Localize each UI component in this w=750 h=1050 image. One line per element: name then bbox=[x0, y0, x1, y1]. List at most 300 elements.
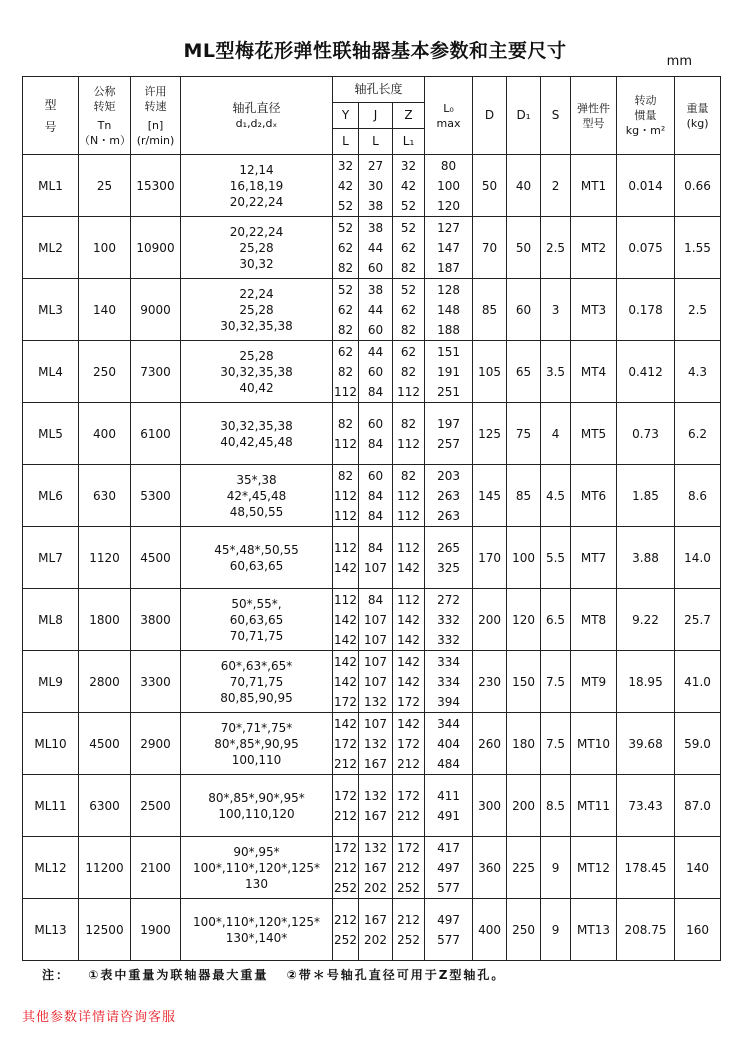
bore-cell-value: 20,22,24 bbox=[229, 194, 284, 209]
length-j-cell-value: 84 bbox=[367, 540, 384, 555]
length-j-cell-value: 107 bbox=[364, 560, 387, 575]
bore-cell-value: 80*,85*,90,95 bbox=[214, 736, 299, 751]
l0-cell bbox=[425, 341, 473, 403]
inertia-cell: 1.85 bbox=[617, 465, 675, 527]
bore-cell-value: 30,32,35,38 bbox=[220, 364, 293, 379]
bore-cell-value: 48,50,55 bbox=[229, 504, 284, 519]
length-j-cell-value: 60 bbox=[367, 468, 384, 483]
header-inertia: 转动 惯量 kg・m² bbox=[617, 77, 675, 155]
torque-cell: 100 bbox=[79, 217, 131, 279]
length-z-cell-value: 82 bbox=[400, 416, 417, 431]
length-z-cell-value: 112 bbox=[397, 592, 420, 607]
l0-cell-value: 325 bbox=[437, 560, 460, 575]
length-z-cell-value: 212 bbox=[397, 912, 420, 927]
length-j-cell bbox=[359, 403, 393, 465]
model-cell: ML2 bbox=[23, 217, 79, 279]
weight-cell: 4.3 bbox=[675, 341, 721, 403]
weight-cell: 25.7 bbox=[675, 589, 721, 651]
length-j-cell-value: 38 bbox=[367, 198, 384, 213]
note-label: 注： bbox=[42, 968, 71, 982]
torque-cell: 400 bbox=[79, 403, 131, 465]
speed-cell: 7300 bbox=[131, 341, 181, 403]
d-cell: 360 bbox=[473, 837, 507, 899]
l0-cell-value: 100 bbox=[437, 178, 460, 193]
length-j-cell-value: 107 bbox=[364, 632, 387, 647]
s-cell: 3.5 bbox=[541, 341, 571, 403]
inertia-cell: 39.68 bbox=[617, 713, 675, 775]
s-cell: 7.5 bbox=[541, 651, 571, 713]
length-z-cell-value: 172 bbox=[397, 694, 420, 709]
bore-cell-value: 90*,95* bbox=[233, 844, 280, 859]
s-cell: 2 bbox=[541, 155, 571, 217]
bore-cell-value: 50*,55*, bbox=[231, 596, 282, 611]
length-j-cell-value: 38 bbox=[367, 220, 384, 235]
d1-cell: 120 bbox=[507, 589, 541, 651]
length-y-cell-value: 52 bbox=[337, 282, 354, 297]
header-speed: 许用 转速 [n] (r/min) bbox=[131, 77, 181, 155]
length-y-cell-value: 142 bbox=[334, 612, 357, 627]
inertia-cell: 0.014 bbox=[617, 155, 675, 217]
speed-cell: 15300 bbox=[131, 155, 181, 217]
length-y-cell-value: 172 bbox=[334, 736, 357, 751]
l0-cell bbox=[425, 837, 473, 899]
length-y-cell-value: 82 bbox=[337, 364, 354, 379]
length-z-cell bbox=[393, 403, 425, 465]
length-y-cell-value: 112 bbox=[334, 592, 357, 607]
length-y-cell bbox=[333, 217, 359, 279]
s-cell: 4.5 bbox=[541, 465, 571, 527]
s-cell: 8.5 bbox=[541, 775, 571, 837]
length-y-cell-value: 52 bbox=[337, 220, 354, 235]
weight-cell: 59.0 bbox=[675, 713, 721, 775]
d-cell: 260 bbox=[473, 713, 507, 775]
torque-cell: 1120 bbox=[79, 527, 131, 589]
inertia-cell: 208.75 bbox=[617, 899, 675, 961]
length-y-cell-value: 212 bbox=[334, 808, 357, 823]
l0-cell-value: 120 bbox=[437, 198, 460, 213]
header-d1: D₁ bbox=[507, 77, 541, 155]
length-z-cell-value: 212 bbox=[397, 860, 420, 875]
bore-cell-value: 40,42 bbox=[239, 380, 274, 395]
length-y-cell bbox=[333, 713, 359, 775]
length-z-cell-value: 82 bbox=[400, 322, 417, 337]
length-z-cell-value: 142 bbox=[397, 716, 420, 731]
inertia-cell: 0.178 bbox=[617, 279, 675, 341]
l0-cell bbox=[425, 775, 473, 837]
l0-cell-value: 332 bbox=[437, 612, 460, 627]
contact-footer: 其他参数详情请咨询客服 bbox=[22, 1010, 177, 1025]
l0-cell-value: 251 bbox=[437, 384, 460, 399]
note-weight: ①表中重量为联轴器最大重量 bbox=[88, 968, 269, 982]
speed-cell: 3800 bbox=[131, 589, 181, 651]
d1-cell: 250 bbox=[507, 899, 541, 961]
length-z-cell-value: 62 bbox=[400, 344, 417, 359]
element-cell: MT12 bbox=[571, 837, 617, 899]
length-z-cell bbox=[393, 279, 425, 341]
model-cell: ML3 bbox=[23, 279, 79, 341]
bore-cell-value: 70,71,75 bbox=[229, 674, 284, 689]
length-y-cell-value: 142 bbox=[334, 716, 357, 731]
table-row bbox=[23, 403, 721, 465]
length-y-cell-value: 112 bbox=[334, 436, 357, 451]
speed-cell: 9000 bbox=[131, 279, 181, 341]
length-j-cell-value: 132 bbox=[364, 694, 387, 709]
d-cell: 145 bbox=[473, 465, 507, 527]
length-y-cell bbox=[333, 341, 359, 403]
header-weight: 重量 (kg) bbox=[675, 77, 721, 155]
d1-cell: 225 bbox=[507, 837, 541, 899]
bore-cell-value: 30,32 bbox=[239, 256, 274, 271]
length-y-cell-value: 212 bbox=[334, 912, 357, 927]
length-j-cell-value: 107 bbox=[364, 716, 387, 731]
length-j-cell-value: 107 bbox=[364, 654, 387, 669]
length-y-cell bbox=[333, 155, 359, 217]
length-z-cell-value: 172 bbox=[397, 788, 420, 803]
length-j-cell-value: 44 bbox=[367, 240, 384, 255]
l0-cell bbox=[425, 155, 473, 217]
length-z-cell-value: 172 bbox=[397, 840, 420, 855]
l0-cell bbox=[425, 713, 473, 775]
s-cell: 6.5 bbox=[541, 589, 571, 651]
length-j-cell-value: 38 bbox=[367, 282, 384, 297]
parameter-table bbox=[22, 76, 721, 961]
d1-cell: 200 bbox=[507, 775, 541, 837]
inertia-cell: 18.95 bbox=[617, 651, 675, 713]
model-cell: ML4 bbox=[23, 341, 79, 403]
d-cell: 300 bbox=[473, 775, 507, 837]
length-j-cell-value: 167 bbox=[364, 808, 387, 823]
torque-cell: 1800 bbox=[79, 589, 131, 651]
length-z-cell-value: 172 bbox=[397, 736, 420, 751]
length-y-cell-value: 82 bbox=[337, 322, 354, 337]
torque-cell: 12500 bbox=[79, 899, 131, 961]
l0-cell-value: 334 bbox=[437, 674, 460, 689]
l0-cell-value: 497 bbox=[437, 860, 460, 875]
length-j-cell-value: 107 bbox=[364, 612, 387, 627]
bore-cell-value: 60*,63*,65* bbox=[220, 658, 293, 673]
length-j-cell-value: 132 bbox=[364, 840, 387, 855]
bore-cell-value: 25,28 bbox=[239, 240, 274, 255]
l0-cell-value: 127 bbox=[437, 220, 460, 235]
length-z-cell-value: 142 bbox=[397, 632, 420, 647]
element-cell: MT2 bbox=[571, 217, 617, 279]
model-cell: ML12 bbox=[23, 837, 79, 899]
inertia-cell: 0.075 bbox=[617, 217, 675, 279]
d-cell: 170 bbox=[473, 527, 507, 589]
length-j-cell-value: 202 bbox=[364, 932, 387, 947]
length-z-cell bbox=[393, 837, 425, 899]
l0-cell bbox=[425, 651, 473, 713]
bore-cell bbox=[181, 155, 333, 217]
l0-cell-value: 80 bbox=[440, 158, 457, 173]
length-y-cell-value: 142 bbox=[334, 560, 357, 575]
l0-cell-value: 203 bbox=[437, 468, 460, 483]
torque-cell: 11200 bbox=[79, 837, 131, 899]
bore-cell-value: 130*,140* bbox=[225, 930, 288, 945]
length-j-cell bbox=[359, 899, 393, 961]
header-l-z: L₁ bbox=[393, 129, 425, 155]
model-cell: ML1 bbox=[23, 155, 79, 217]
s-cell: 2.5 bbox=[541, 217, 571, 279]
length-z-cell bbox=[393, 155, 425, 217]
table-row bbox=[23, 713, 721, 775]
weight-cell: 14.0 bbox=[675, 527, 721, 589]
torque-cell: 140 bbox=[79, 279, 131, 341]
length-y-cell bbox=[333, 775, 359, 837]
weight-cell: 160 bbox=[675, 899, 721, 961]
bore-cell-value: 100*,110*,120*,125* bbox=[192, 860, 321, 875]
s-cell: 9 bbox=[541, 837, 571, 899]
bore-cell-value: 130 bbox=[245, 876, 268, 891]
bore-cell bbox=[181, 279, 333, 341]
bore-cell-value: 100,110 bbox=[231, 752, 282, 767]
length-z-cell bbox=[393, 589, 425, 651]
length-z-cell-value: 142 bbox=[397, 560, 420, 575]
table-row bbox=[23, 155, 721, 217]
bore-cell-value: 42*,45,48 bbox=[226, 488, 287, 503]
length-j-cell-value: 202 bbox=[364, 880, 387, 895]
length-j-cell-value: 60 bbox=[367, 364, 384, 379]
length-z-cell-value: 112 bbox=[397, 540, 420, 555]
torque-cell: 4500 bbox=[79, 713, 131, 775]
bore-cell-value: 22,24 bbox=[239, 286, 274, 301]
bore-cell-value: 35*,38 bbox=[236, 472, 277, 487]
header-bore: 轴孔直径 d₁,d₂,dₓ bbox=[181, 77, 333, 155]
length-j-cell bbox=[359, 527, 393, 589]
length-j-cell bbox=[359, 713, 393, 775]
speed-cell: 6100 bbox=[131, 403, 181, 465]
length-y-cell-value: 42 bbox=[337, 178, 354, 193]
length-z-cell bbox=[393, 713, 425, 775]
model-cell: ML13 bbox=[23, 899, 79, 961]
table-row bbox=[23, 589, 721, 651]
l0-cell-value: 332 bbox=[437, 632, 460, 647]
length-z-cell-value: 212 bbox=[397, 808, 420, 823]
length-j-cell-value: 167 bbox=[364, 912, 387, 927]
length-j-cell-value: 44 bbox=[367, 302, 384, 317]
model-cell: ML5 bbox=[23, 403, 79, 465]
length-j-cell-value: 132 bbox=[364, 736, 387, 751]
length-y-cell bbox=[333, 589, 359, 651]
l0-cell-value: 404 bbox=[437, 736, 460, 751]
s-cell: 4 bbox=[541, 403, 571, 465]
l0-cell bbox=[425, 589, 473, 651]
l0-cell-value: 417 bbox=[437, 840, 460, 855]
length-z-cell bbox=[393, 651, 425, 713]
bore-cell-value: 20,22,24 bbox=[229, 224, 284, 239]
length-z-cell-value: 212 bbox=[397, 756, 420, 771]
length-z-cell-value: 32 bbox=[400, 158, 417, 173]
length-z-cell-value: 112 bbox=[397, 384, 420, 399]
d-cell: 50 bbox=[473, 155, 507, 217]
page-title: ML型梅花形弹性联轴器基本参数和主要尺寸 bbox=[183, 40, 567, 62]
length-j-cell-value: 167 bbox=[364, 756, 387, 771]
bore-cell bbox=[181, 589, 333, 651]
inertia-cell: 0.412 bbox=[617, 341, 675, 403]
length-z-cell bbox=[393, 341, 425, 403]
torque-cell: 630 bbox=[79, 465, 131, 527]
speed-cell: 2500 bbox=[131, 775, 181, 837]
length-j-cell bbox=[359, 341, 393, 403]
d1-cell: 180 bbox=[507, 713, 541, 775]
length-j-cell-value: 27 bbox=[367, 158, 384, 173]
l0-cell-value: 491 bbox=[437, 808, 460, 823]
length-y-cell bbox=[333, 527, 359, 589]
length-z-cell-value: 52 bbox=[400, 282, 417, 297]
length-z-cell bbox=[393, 465, 425, 527]
speed-cell: 2900 bbox=[131, 713, 181, 775]
l0-cell-value: 151 bbox=[437, 344, 460, 359]
l0-cell-value: 188 bbox=[437, 322, 460, 337]
table-body bbox=[23, 155, 721, 961]
unit-label: mm bbox=[666, 54, 692, 69]
bore-cell bbox=[181, 651, 333, 713]
header-j: J bbox=[359, 103, 393, 129]
bore-cell bbox=[181, 527, 333, 589]
d1-cell: 60 bbox=[507, 279, 541, 341]
model-cell: ML9 bbox=[23, 651, 79, 713]
inertia-cell: 3.88 bbox=[617, 527, 675, 589]
table-row bbox=[23, 899, 721, 961]
length-z-cell-value: 252 bbox=[397, 932, 420, 947]
model-cell: ML11 bbox=[23, 775, 79, 837]
element-cell: MT4 bbox=[571, 341, 617, 403]
length-z-cell-value: 112 bbox=[397, 488, 420, 503]
length-y-cell-value: 172 bbox=[334, 788, 357, 803]
header-y: Y bbox=[333, 103, 359, 129]
d1-cell: 75 bbox=[507, 403, 541, 465]
weight-cell: 0.66 bbox=[675, 155, 721, 217]
d-cell: 200 bbox=[473, 589, 507, 651]
length-z-cell-value: 52 bbox=[400, 220, 417, 235]
bore-cell bbox=[181, 341, 333, 403]
l0-cell-value: 148 bbox=[437, 302, 460, 317]
length-j-cell-value: 84 bbox=[367, 488, 384, 503]
element-cell: MT10 bbox=[571, 713, 617, 775]
length-y-cell bbox=[333, 837, 359, 899]
s-cell: 5.5 bbox=[541, 527, 571, 589]
bore-cell bbox=[181, 713, 333, 775]
header-d: D bbox=[473, 77, 507, 155]
speed-cell: 10900 bbox=[131, 217, 181, 279]
length-j-cell-value: 44 bbox=[367, 344, 384, 359]
length-z-cell-value: 142 bbox=[397, 674, 420, 689]
l0-cell bbox=[425, 527, 473, 589]
length-y-cell-value: 82 bbox=[337, 468, 354, 483]
inertia-cell: 9.22 bbox=[617, 589, 675, 651]
table-row bbox=[23, 279, 721, 341]
s-cell: 3 bbox=[541, 279, 571, 341]
torque-cell: 250 bbox=[79, 341, 131, 403]
inertia-cell: 73.43 bbox=[617, 775, 675, 837]
weight-cell: 2.5 bbox=[675, 279, 721, 341]
d1-cell: 65 bbox=[507, 341, 541, 403]
bore-cell-value: 25,28 bbox=[239, 348, 274, 363]
bore-cell-value: 70,71,75 bbox=[229, 628, 284, 643]
length-y-cell-value: 112 bbox=[334, 488, 357, 503]
length-j-cell-value: 84 bbox=[367, 436, 384, 451]
length-y-cell bbox=[333, 403, 359, 465]
length-y-cell-value: 32 bbox=[337, 158, 354, 173]
length-y-cell-value: 252 bbox=[334, 880, 357, 895]
bore-cell-value: 16,18,19 bbox=[229, 178, 284, 193]
l0-cell-value: 128 bbox=[437, 282, 460, 297]
length-z-cell-value: 82 bbox=[400, 260, 417, 275]
weight-cell: 87.0 bbox=[675, 775, 721, 837]
table-row bbox=[23, 465, 721, 527]
length-j-cell bbox=[359, 589, 393, 651]
bore-cell bbox=[181, 775, 333, 837]
l0-cell bbox=[425, 279, 473, 341]
l0-cell bbox=[425, 217, 473, 279]
element-cell: MT9 bbox=[571, 651, 617, 713]
torque-cell: 6300 bbox=[79, 775, 131, 837]
bore-cell-value: 100,110,120 bbox=[218, 806, 295, 821]
table-row bbox=[23, 651, 721, 713]
d-cell: 105 bbox=[473, 341, 507, 403]
length-j-cell-value: 60 bbox=[367, 416, 384, 431]
speed-cell: 1900 bbox=[131, 899, 181, 961]
l0-cell-value: 263 bbox=[437, 508, 460, 523]
element-cell: MT3 bbox=[571, 279, 617, 341]
l0-cell-value: 577 bbox=[437, 932, 460, 947]
d-cell: 125 bbox=[473, 403, 507, 465]
table-row bbox=[23, 217, 721, 279]
bore-cell-value: 45*,48*,50,55 bbox=[214, 542, 299, 557]
length-y-cell bbox=[333, 465, 359, 527]
l0-cell-value: 263 bbox=[437, 488, 460, 503]
bore-cell-value: 30,32,35,38 bbox=[220, 318, 293, 333]
length-y-cell-value: 112 bbox=[334, 384, 357, 399]
length-y-cell-value: 142 bbox=[334, 674, 357, 689]
header-element: 弹性件 型号 bbox=[571, 77, 617, 155]
header-s: S bbox=[541, 77, 571, 155]
length-z-cell-value: 62 bbox=[400, 302, 417, 317]
length-z-cell-value: 112 bbox=[397, 508, 420, 523]
element-cell: MT11 bbox=[571, 775, 617, 837]
length-j-cell bbox=[359, 217, 393, 279]
bore-cell bbox=[181, 899, 333, 961]
length-j-cell-value: 84 bbox=[367, 508, 384, 523]
length-z-cell bbox=[393, 899, 425, 961]
l0-cell-value: 344 bbox=[437, 716, 460, 731]
length-j-cell-value: 30 bbox=[367, 178, 384, 193]
element-cell: MT8 bbox=[571, 589, 617, 651]
table-row bbox=[23, 775, 721, 837]
l0-cell-value: 147 bbox=[437, 240, 460, 255]
l0-cell-value: 187 bbox=[437, 260, 460, 275]
length-j-cell-value: 84 bbox=[367, 384, 384, 399]
bore-cell bbox=[181, 217, 333, 279]
length-z-cell-value: 252 bbox=[397, 880, 420, 895]
length-z-cell-value: 52 bbox=[400, 198, 417, 213]
length-y-cell-value: 142 bbox=[334, 632, 357, 647]
header-hole-length: 轴孔长度 bbox=[333, 77, 425, 103]
torque-cell: 25 bbox=[79, 155, 131, 217]
model-cell: ML7 bbox=[23, 527, 79, 589]
bore-cell-value: 40,42,45,48 bbox=[220, 434, 293, 449]
length-j-cell bbox=[359, 465, 393, 527]
length-y-cell-value: 82 bbox=[337, 416, 354, 431]
d1-cell: 85 bbox=[507, 465, 541, 527]
length-y-cell-value: 62 bbox=[337, 344, 354, 359]
length-y-cell-value: 112 bbox=[334, 540, 357, 555]
s-cell: 9 bbox=[541, 899, 571, 961]
d-cell: 70 bbox=[473, 217, 507, 279]
d-cell: 85 bbox=[473, 279, 507, 341]
element-cell: MT7 bbox=[571, 527, 617, 589]
l0-cell bbox=[425, 403, 473, 465]
